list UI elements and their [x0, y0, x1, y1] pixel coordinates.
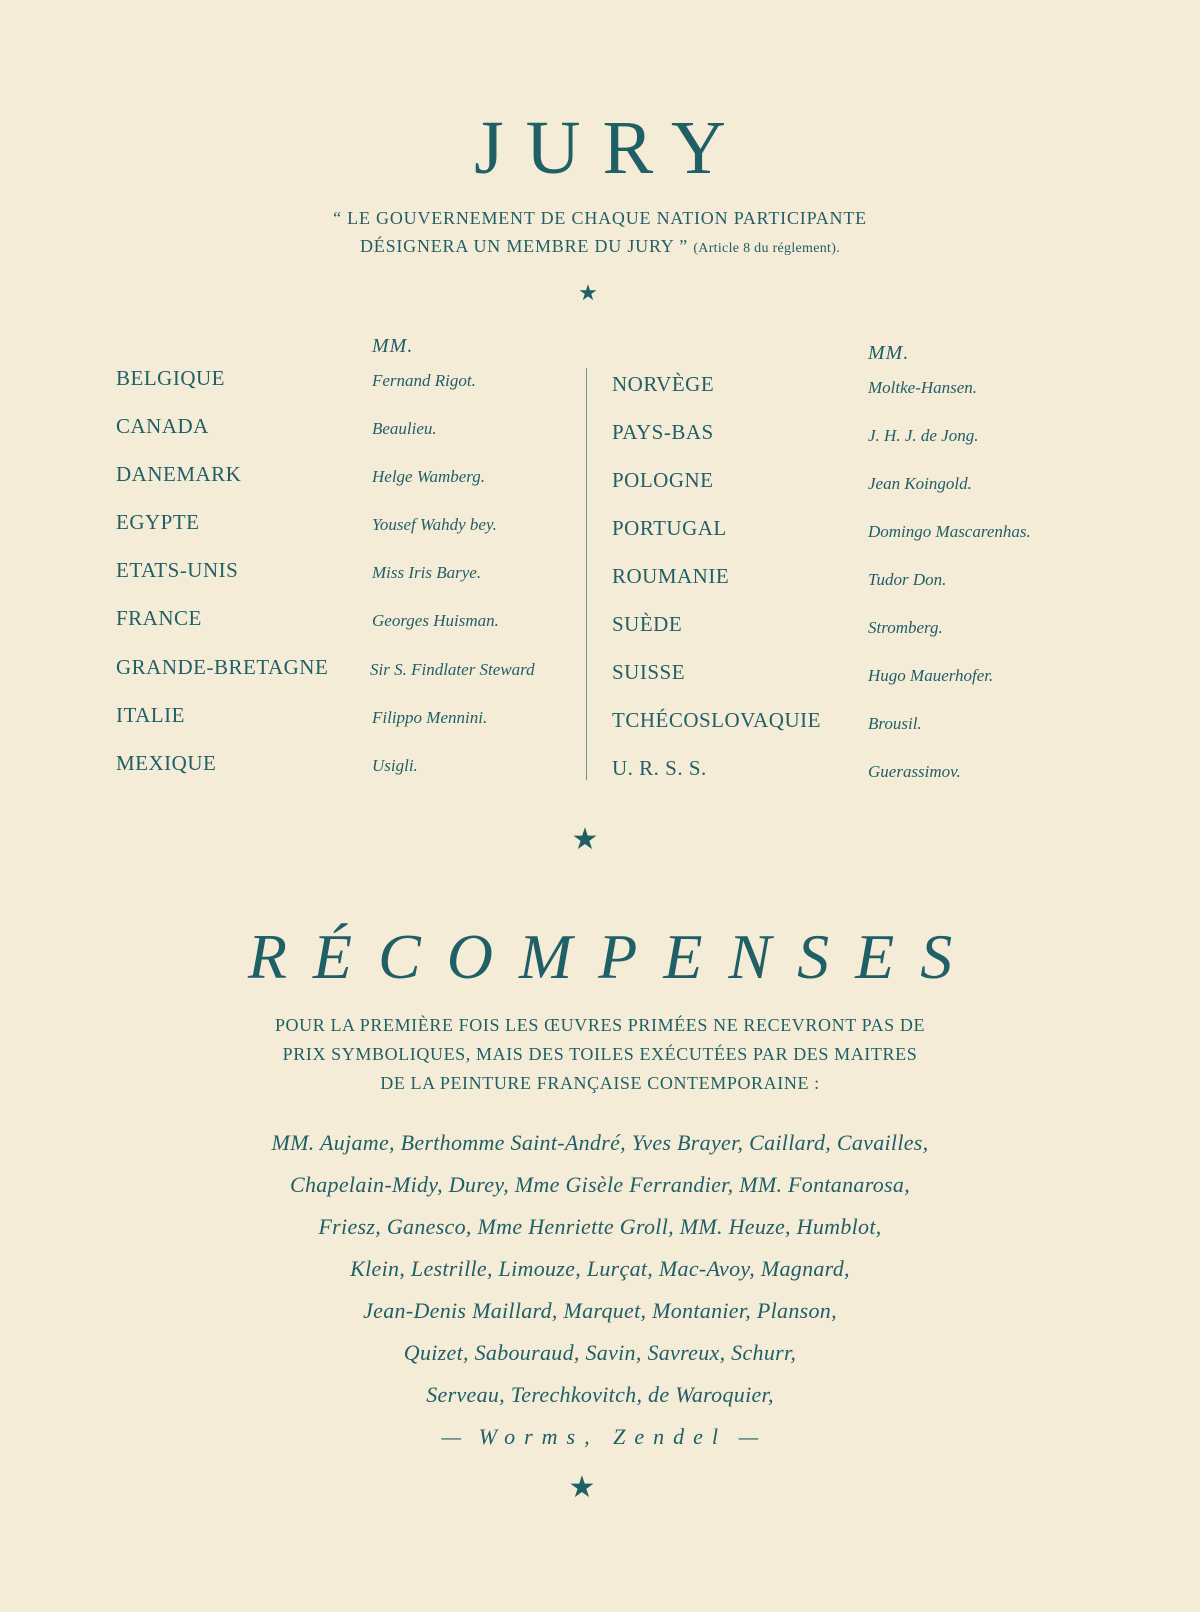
jury-quote-text: DÉSIGNERA UN MEMBRE DU JURY ” [359, 236, 689, 256]
dash-right: — [738, 1424, 759, 1449]
country-norvege: NORVÈGE [612, 372, 715, 396]
country-danemark: DANEMARK [116, 462, 242, 486]
country-suisse: SUISSE [612, 660, 686, 684]
final-names: Worms, Zendel [478, 1424, 727, 1449]
country-grande-bretagne: GRANDE-BRETAGNE [116, 655, 329, 679]
artists-line: Klein, Lestrille, Limouze, Lurçat, Mac-Avoy, Magnard, [350, 1256, 850, 1281]
artists-line: Chapelain-Midy, Durey, Mme Gisèle Ferrandier, MM. Fontanarosa, [289, 1172, 911, 1197]
right-column-header: MM. [868, 342, 910, 364]
member-roumanie: Tudor Don. [868, 570, 947, 589]
country-roumanie: ROUMANIE [612, 564, 730, 588]
member-norvege: Moltke-Hansen. [868, 378, 978, 397]
jury-quote-line1: “ LE GOUVERNEMENT DE CHAQUE NATION PARTICIPANTE [333, 208, 867, 228]
column-divider [586, 368, 587, 780]
recompenses-title: RÉCOMPENSES [247, 921, 979, 992]
country-italie: ITALIE [116, 703, 185, 727]
jury-quote-line2 [0, 236, 1200, 257]
country-tchecoslovaquie: TCHÉCOSLOVAQUIE [612, 708, 821, 732]
recompenses-intro-line3: DE LA PEINTURE FRANÇAISE CONTEMPORAINE : [380, 1073, 820, 1093]
dash-left: — [441, 1424, 462, 1449]
artists-line: Jean-Denis Maillard, Marquet, Montanier, Planson, [363, 1298, 837, 1323]
member-tchecoslovaquie: Brousil. [868, 714, 922, 733]
member-suisse: Hugo Mauerhofer. [868, 666, 994, 685]
artists-line: Friesz, Ganesco, Mme Henriette Groll, MM. Heuze, Humblot, [318, 1214, 882, 1239]
country-suede: SUÈDE [612, 612, 683, 636]
article-reference: (Article 8 du réglement). [693, 241, 841, 256]
member-pays-bas: J. H. J. de Jong. [868, 426, 979, 445]
recompenses-intro-line2: PRIX SYMBOLIQUES, MAIS DES TOILES EXÉCUTÉES PAR DES MAITRES [282, 1044, 918, 1064]
artists-line: Quizet, Sabouraud, Savin, Savreux, Schurr, [403, 1340, 797, 1365]
country-mexique: MEXIQUE [116, 751, 217, 775]
country-egypte: EGYPTE [116, 510, 200, 534]
star-ornament-3: ★ [568, 1471, 596, 1504]
country-belgique: BELGIQUE [116, 366, 225, 390]
member-portugal: Domingo Mascarenhas. [868, 522, 1031, 541]
country-pologne: POLOGNE [612, 468, 714, 492]
member-belgique: Fernand Rigot. [372, 371, 476, 390]
artists-final-line [0, 1424, 1200, 1450]
star-ornament-2: ★ [571, 823, 599, 856]
left-column-header: MM. [372, 335, 414, 357]
country-pays-bas: PAYS-BAS [612, 420, 714, 444]
star-ornament-1: ★ [578, 280, 598, 305]
member-etats-unis: Miss Iris Barye. [372, 563, 482, 582]
member-urss: Guerassimov. [868, 762, 961, 781]
country-portugal: PORTUGAL [612, 516, 727, 540]
recompenses-intro-line1: POUR LA PREMIÈRE FOIS LES ŒUVRES PRIMÉES NE RECEVRONT PAS DE [274, 1015, 926, 1035]
member-danemark: Helge Wamberg. [372, 467, 485, 486]
member-mexique: Usigli. [372, 756, 418, 775]
jury-title: JURY [474, 106, 748, 190]
member-suede: Stromberg. [868, 618, 943, 637]
member-grande-bretagne: Sir S. Findlater Steward [370, 660, 535, 679]
country-canada: CANADA [116, 414, 209, 438]
artists-line: MM. Aujame, Berthomme Saint-André, Yves Brayer, Caillard, Cavailles, [271, 1130, 929, 1155]
member-pologne: Jean Koingold. [868, 474, 972, 493]
member-canada: Beaulieu. [372, 419, 437, 438]
member-france: Georges Huisman. [372, 611, 499, 630]
artists-line: Serveau, Terechkovitch, de Waroquier, [426, 1382, 774, 1407]
country-etats-unis: ETATS-UNIS [116, 558, 239, 582]
member-egypte: Yousef Wahdy bey. [372, 515, 497, 534]
member-italie: Filippo Mennini. [372, 708, 488, 727]
country-france: FRANCE [116, 606, 202, 630]
country-urss: U. R. S. S. [612, 756, 707, 780]
